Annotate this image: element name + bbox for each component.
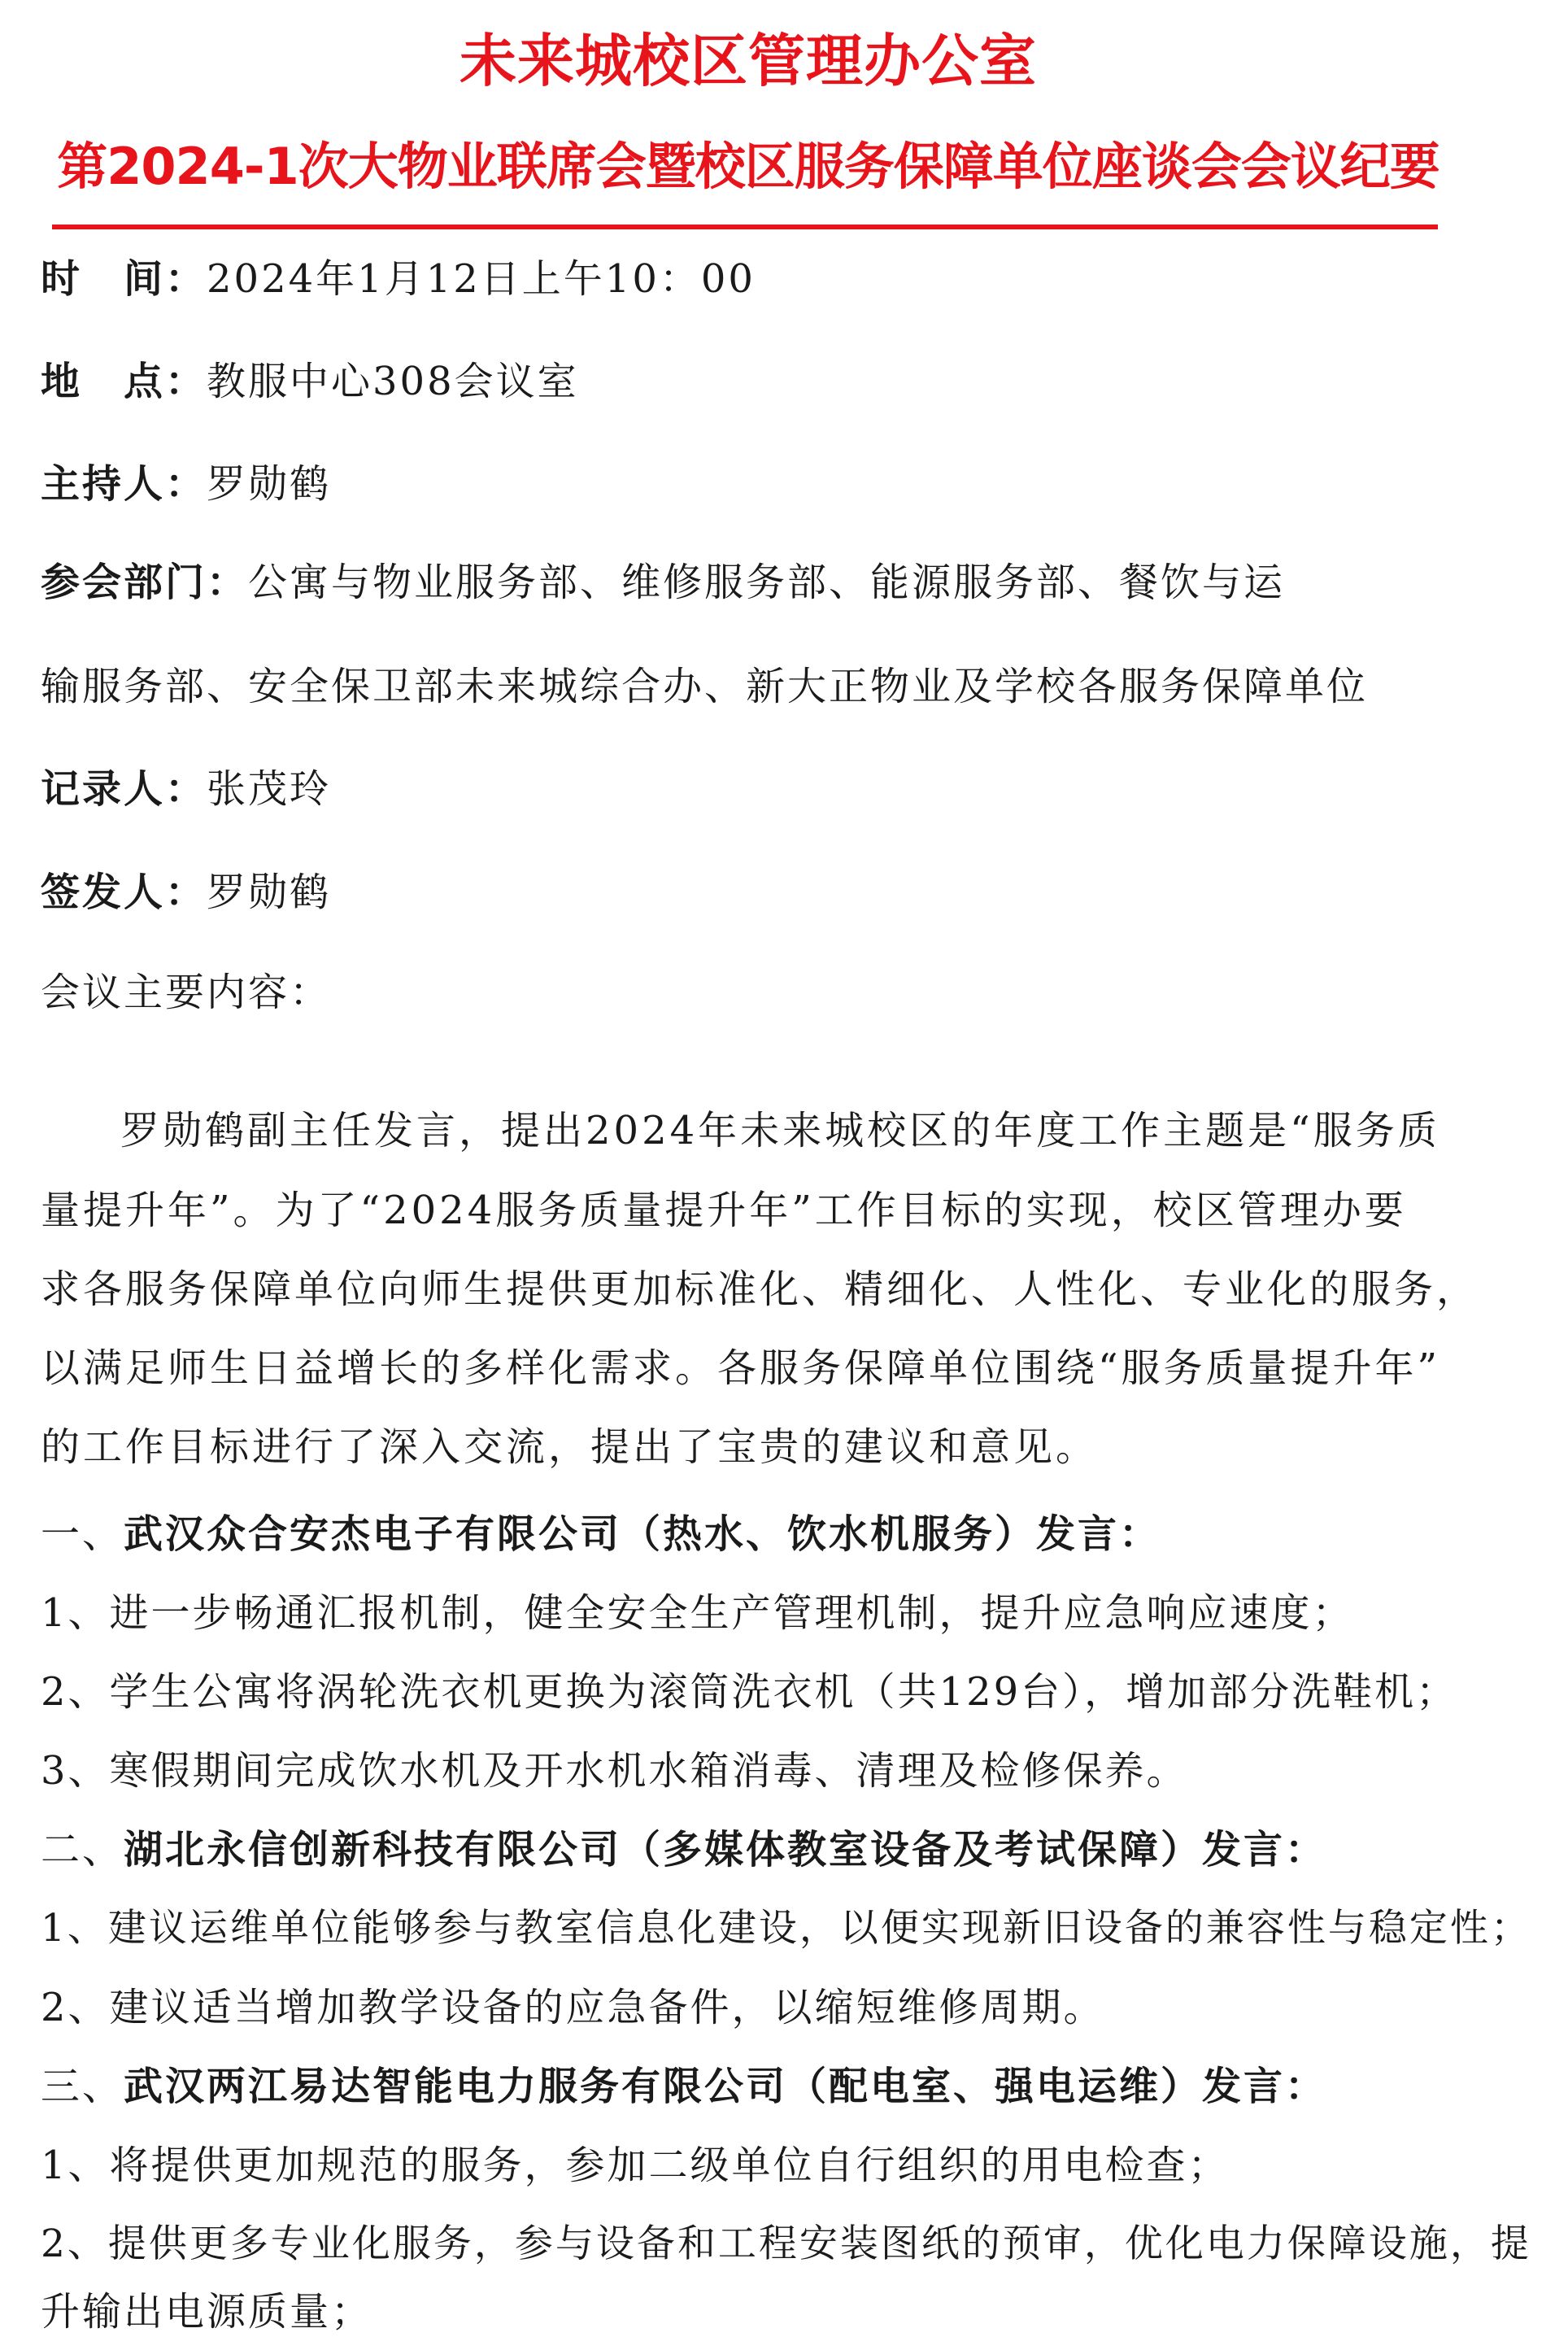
intro-line: 罗勋鹤副主任发言，提出2024年未来城校区的年度工作主题是“服务质 — [120, 1108, 1440, 1153]
meta-time — [41, 255, 756, 303]
intro-line: 量提升年”。为了“2024服务质量提升年”工作目标的实现，校区管理办要 — [41, 1188, 1407, 1233]
recorder-value: 张茂玲 — [207, 766, 332, 812]
intro-line: 以满足师生日益增长的多样化需求。各服务保障单位围绕“服务质量提升年” — [41, 1345, 1441, 1391]
section-item: 2、学生公寓将涡轮洗衣机更换为滚筒洗衣机（共129台），增加部分洗鞋机； — [41, 1669, 1458, 1715]
section-title: 湖北永信创新科技有限公司（多媒体教室设备及考试保障）发言： — [124, 1827, 1327, 1873]
time-value: 2024年1月12日上午10：00 — [207, 256, 756, 302]
title-divider — [52, 225, 1438, 229]
section-item: 升输出电源质量； — [41, 2289, 373, 2335]
content-heading: 会议主要内容： — [41, 970, 332, 1015]
depts-value-1: 公寓与物业服务部、维修服务部、能源服务部、餐饮与运 — [248, 560, 1286, 605]
meta-host — [41, 460, 331, 508]
office-title: 未来城校区管理办公室 — [460, 28, 1037, 94]
depts-value-2: 输服务部、安全保卫部未来城综合办、新大正物业及学校各服务保障单位 — [41, 664, 1369, 709]
document-title: 第2024-1次大物业联席会暨校区服务保障单位座谈会会议纪要 — [57, 137, 1440, 196]
host-label: 主持人： — [41, 461, 207, 507]
depts-label: 参会部门： — [41, 560, 249, 605]
host-value: 罗勋鹤 — [207, 461, 332, 507]
issuer-label: 签发人： — [41, 870, 207, 915]
meta-depts — [41, 558, 1285, 607]
section-title: 武汉两江易达智能电力服务有限公司（配电室、强电运维）发言： — [124, 2064, 1327, 2109]
intro-line: 求各服务保障单位向师生提供更加标准化、精细化、人性化、专业化的服务， — [41, 1267, 1479, 1312]
section-heading — [41, 1510, 1161, 1559]
section-number: 一、 — [41, 1511, 124, 1557]
time-label: 时 间： — [41, 256, 207, 302]
section-title: 武汉众合安杰电子有限公司（热水、饮水机服务）发言： — [124, 1511, 1161, 1557]
section-item: 2、提供更多专业化服务，参与设备和工程安装图纸的预审，优化电力保障设施，提 — [41, 2221, 1531, 2266]
recorder-label: 记录人： — [41, 766, 207, 812]
place-value: 教服中心308会议室 — [207, 359, 579, 404]
intro-line: 的工作目标进行了深入交流，提出了宝贵的建议和意见。 — [41, 1424, 1099, 1470]
section-number: 二、 — [41, 1827, 124, 1873]
section-item: 1、进一步畅通汇报机制，健全安全生产管理机制，提升应急响应速度； — [41, 1590, 1354, 1636]
section-heading — [41, 2062, 1326, 2111]
meta-place — [41, 357, 579, 406]
section-item: 2、建议适当增加教学设备的应急备件，以缩短维修周期。 — [41, 1985, 1105, 2030]
section-number: 三、 — [41, 2064, 124, 2109]
section-heading — [41, 1825, 1326, 1874]
section-item: 1、将提供更加规范的服务，参加二级单位自行组织的用电检查； — [41, 2143, 1230, 2188]
issuer-value: 罗勋鹤 — [207, 870, 332, 915]
section-item: 1、建议运维单位能够参与教室信息化建设，以便实现新旧设备的兼容性与稳定性； — [41, 1906, 1531, 1951]
meta-recorder — [41, 765, 331, 813]
section-item: 3、寒假期间完成饮水机及开水机水箱消毒、清理及检修保养。 — [41, 1748, 1188, 1794]
place-label: 地 点： — [41, 359, 207, 404]
meta-issuer — [41, 868, 331, 917]
